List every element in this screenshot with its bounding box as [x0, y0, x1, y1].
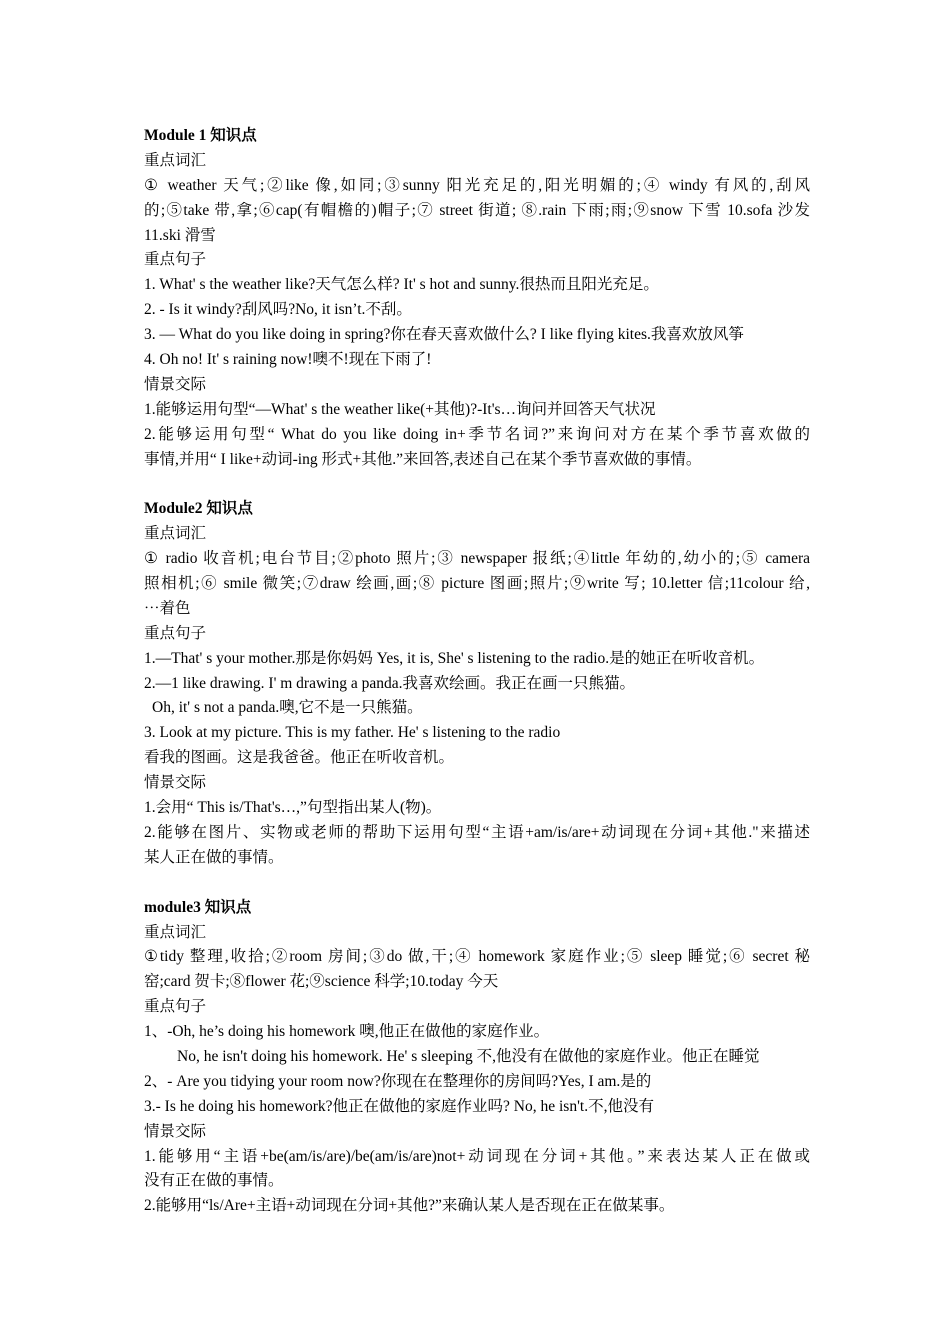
communication-line: 2.能够运用句型“ What do you like doing in+季节名词?”来询问对方在某个季节喜欢做的 [144, 425, 810, 443]
sentence-line: 2.—1 like drawing. I' m drawing a panda.我喜欢绘画。我正在画一只熊猫。 [144, 674, 635, 692]
communication-line: 1.能够运用句型“—What' s the weather like(+其他)?-It's…询问并回答天气状况 [144, 400, 656, 418]
sentence-line: 1、-Oh, he’s doing his homework 噢,他正在做他的家庭作业。 [144, 1023, 550, 1041]
sentence-line: 3. — What do you like doing in spring?你在春天喜欢做什么? I like flying kites.我喜欢放风筝 [144, 326, 744, 344]
communication-line: 1.能够用“主语+be(am/is/are)/be(am/is/are)not+动词现在分词+其他。”来表达某人正在做或 [144, 1147, 810, 1165]
module-2-title: Module2 知识点 [144, 500, 253, 518]
module-1-title: Module 1 知识点 [144, 127, 257, 144]
communication-line: 2.能够在图片、实物或老师的帮助下运用句型“主语+am/is/are+动词现在分词+其他."来描述 [144, 823, 810, 841]
sentence-label: 重点句子 [144, 624, 207, 642]
document-page [144, 124, 810, 1219]
sentence-line: 1. What' s the weather like?天气怎么样? It' s hot and sunny.很热而且阳光充足。 [144, 276, 659, 294]
vocab-label: 重点词汇 [144, 923, 207, 941]
module-3-title: module3 知识点 [144, 898, 252, 916]
module-2-section [144, 497, 810, 870]
communication-label: 情景交际 [144, 1122, 207, 1140]
sentence-line: No, he isn't doing his homework. He' s sleeping 不,他没有在做他的家庭作业。他正在睡觉 [177, 1047, 760, 1065]
vocab-line: ①tidy 整理,收拾;②room 房间;③do 做,干;④ homework 家庭作业;⑤ sleep 睡觉;⑥ secret 秘 [144, 948, 810, 966]
vocab-line: 窑;card 贺卡;⑧flower 花;⑨science 科学;10.today 今天 [144, 973, 499, 991]
communication-line: 没有正在做的事情。 [144, 1172, 284, 1190]
communication-label: 情景交际 [144, 375, 207, 393]
sentence-label: 重点句子 [144, 251, 207, 269]
section-spacer [144, 871, 810, 896]
communication-line: 某人正在做的事情。 [144, 848, 284, 866]
sentence-label: 重点句子 [144, 998, 207, 1016]
module-1-section [144, 124, 810, 472]
sentence-line: 3.- Is he doing his homework?他正在做他的家庭作业吗? No, he isn't.不,他没有 [144, 1097, 654, 1115]
sentence-line: 看我的图画。这是我爸爸。他正在听收音机。 [144, 749, 455, 767]
module-3-section [144, 896, 810, 1220]
vocab-line: ① weather 天气;②like 像,如同;③sunny 阳光充足的,阳光明媚的;④ windy 有风的,刮风 [144, 176, 810, 194]
sentence-line: 1.—That' s your mother.那是你妈妈 Yes, it is, She' s listening to the radio.是的她正在听收音机。 [144, 649, 765, 667]
communication-line: 2.能够用“ls/Are+主语+动词现在分词+其他?”来确认某人是否现在正在做某事。 [144, 1197, 675, 1215]
sentence-line: 2. - Is it windy?刮风吗?No, it isn’t.不刮。 [144, 301, 412, 319]
sentence-line: 4. Oh no! It' s raining now!噢不!现在下雨了! [144, 351, 432, 369]
vocab-line: 的;⑤take 带,拿;⑥cap(有帽檐的)帽子;⑦ street 街道; ⑧.rain 下雨;雨;⑨snow 下雪 10.sofa 沙发 [144, 201, 810, 219]
sentence-line: 3. Look at my picture. This is my father. He' s listening to the radio [144, 724, 561, 742]
communication-line: 1.会用“ This is/That's…,”句型指出某人(物)。 [144, 799, 442, 817]
communication-label: 情景交际 [144, 774, 207, 792]
section-spacer [144, 472, 810, 497]
sentence-line: Oh, it' s not a panda.噢,它不是一只熊猫。 [152, 699, 423, 717]
vocab-line: 11.ski 滑雪 [144, 226, 216, 244]
vocab-label: 重点词汇 [144, 525, 207, 543]
vocab-label: 重点词汇 [144, 151, 207, 169]
communication-line: 事情,并用“ I like+动词-ing 形式+其他.”来回答,表述自己在某个季节喜欢做的事情。 [144, 450, 702, 468]
vocab-line: ⋯着色 [144, 599, 191, 617]
vocab-line: 照相机;⑥ smile 微笑;⑦draw 绘画,画;⑧ picture 图画;照片;⑨write 写; 10.letter 信;11colour 给, [144, 575, 810, 593]
sentence-line: 2、- Are you tidying your room now?你现在在整理你的房间吗?Yes, I am.是的 [144, 1072, 652, 1090]
vocab-line: ① radio 收音机;电台节目;②photo 照片;③ newspaper 报纸;④little 年幼的,幼小的;⑤ camera [144, 550, 810, 568]
